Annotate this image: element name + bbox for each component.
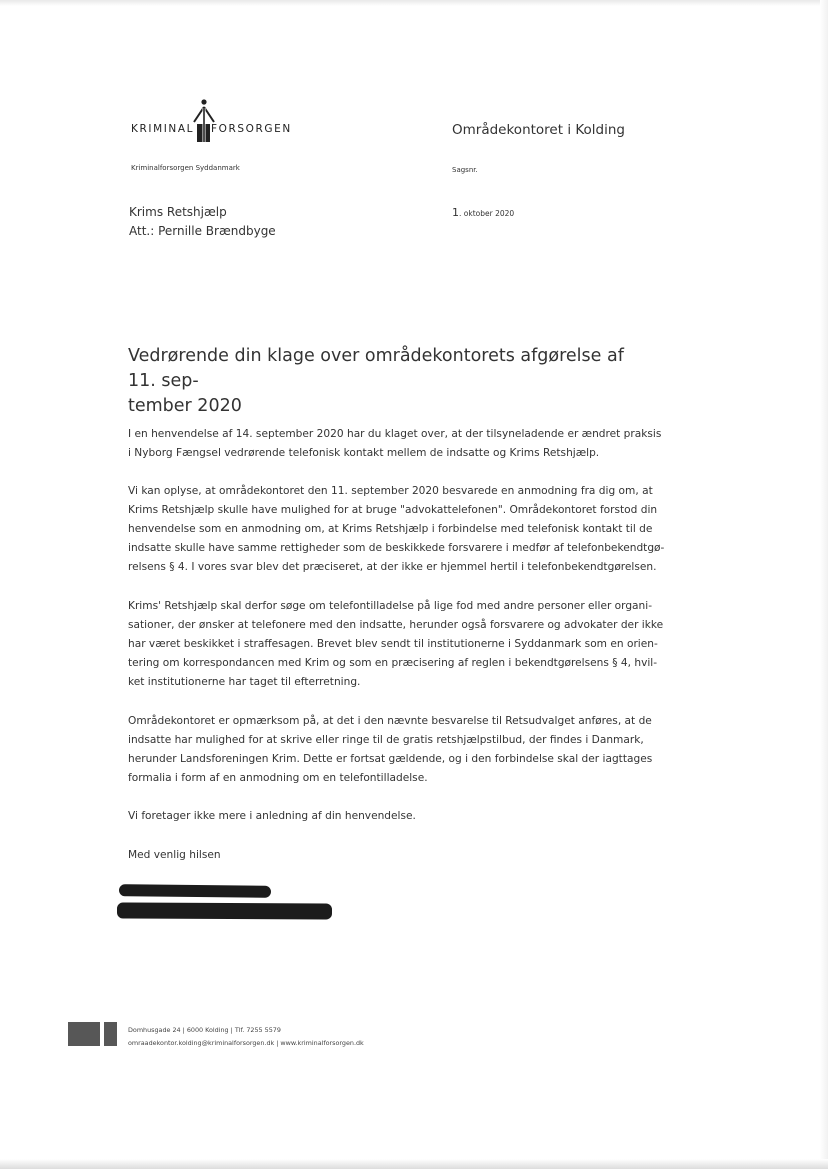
closing <box>128 846 221 865</box>
office-name: Områdekontoret i Kolding <box>452 122 626 138</box>
paragraph-line: Vi kan oplyse, at områdekontoret den 11. september 2020 besvarede en anmodning fra dig om, at <box>128 485 653 497</box>
paragraph-line: indsatte har mulighed for at skrive eller ringe til de gratis retshjælpstilbud, der findes i Danmark, <box>128 734 644 746</box>
date-day: 1 <box>452 206 459 219</box>
logo-word-left: KRIMINAL <box>131 123 195 135</box>
paragraph-5 <box>128 807 416 826</box>
paragraph-line: tering om korrespondancen med Krim og som en præcisering af reglen i bekendtgørelsens § 4, hvil- <box>128 657 658 669</box>
logo-figure-icon <box>189 98 219 142</box>
paragraph-line: har været beskikket i straffesagen. Brevet blev sendt til institutionerne i Syddanmark som en orien- <box>128 638 658 650</box>
paragraph-line: I en henvendelse af 14. september 2020 har du klaget over, at der tilsyneladende er ændret praksis <box>128 428 662 440</box>
paragraph-line: ket institutionerne har taget til efterretning. <box>128 676 361 688</box>
footer-address: Domhusgade 24 | 6000 Kolding | Tlf. 7255 5579 <box>128 1026 281 1034</box>
paragraph-line: herunder Landsforeningen Krim. Dette er fortsat gældende, og i den forbindelse skal der iagttages <box>128 753 653 765</box>
org-subtitle: Kriminalforsorgen Syddanmark <box>131 164 240 172</box>
paragraph-4 <box>128 712 652 788</box>
redaction-bar <box>119 884 271 898</box>
recipient-name: Krims Retshjælp <box>129 205 227 219</box>
footer-logo-block <box>104 1022 117 1046</box>
logo-word-right: FORSORGEN <box>211 123 292 135</box>
paragraph-line: Områdekontoret er opmærksom på, at det i den nævnte besvarelse til Retsudvalget anføres, at de <box>128 715 652 727</box>
subject-line-2: tember 2020 <box>128 396 242 416</box>
paragraph-3 <box>128 597 663 692</box>
paragraph-line: Krims' Retshjælp skal derfor søge om telefontilladelse på lige fod med andre personer eller organi- <box>128 600 653 612</box>
date-month-year: . oktober 2020 <box>459 209 515 218</box>
subject-line-1: Vedrørende din klage over områdekontorets afgørelse af 11. sep- <box>128 346 624 391</box>
paragraph-line: i Nyborg Fængsel vedrørende telefonisk kontakt mellem de indsatte og Krims Retshjælp. <box>128 447 600 459</box>
kriminalforsorgen-logo <box>131 96 301 146</box>
paragraph-line: indsatte skulle have samme rettigheder som de beskikkede forsvarere i medfør af telefonbekendtgø- <box>128 542 665 554</box>
paragraph-line: Vi foretager ikke mere i anledning af din henvendelse. <box>128 810 416 822</box>
letter-date <box>452 206 514 219</box>
paragraph-2 <box>128 482 664 577</box>
recipient-attention: Att.: Pernille Brændbyge <box>129 223 276 238</box>
redaction-bar <box>117 902 332 919</box>
paragraph-1 <box>128 425 661 463</box>
scan-edge-right <box>820 0 828 1169</box>
scan-edge-top <box>0 0 828 6</box>
case-number-label: Sagsnr. <box>452 166 478 174</box>
paragraph-line: relsens § 4. I vores svar blev det præciseret, at der ikke er hjemmel hertil i telefonbekendtgørelsen. <box>128 561 657 573</box>
letter-subject <box>128 344 648 419</box>
paragraph-line: henvendelse som en anmodning om, at Krims Retshjælp i forbindelse med telefonisk kontakt til de <box>128 523 653 535</box>
closing-line: Med venlig hilsen <box>128 849 221 861</box>
footer-contact <box>128 1024 364 1050</box>
paragraph-line: formalia i form af en anmodning om en telefontilladelse. <box>128 772 428 784</box>
paragraph-line: Krims Retshjælp skulle have mulighed for at bruge "advokattelefonen". Områdekontoret forstod din <box>128 504 658 516</box>
paragraph-line: sationer, der ønsker at telefonere med den indsatte, herunder også forsvarere og advokater der ikke <box>128 619 664 631</box>
footer-logo-block <box>68 1022 100 1046</box>
scan-edge-bottom <box>0 1159 828 1169</box>
footer-email-web: omraadekontor.kolding@kriminalforsorgen.dk | www.kriminalforsorgen.dk <box>128 1039 364 1047</box>
recipient-block <box>129 203 276 240</box>
